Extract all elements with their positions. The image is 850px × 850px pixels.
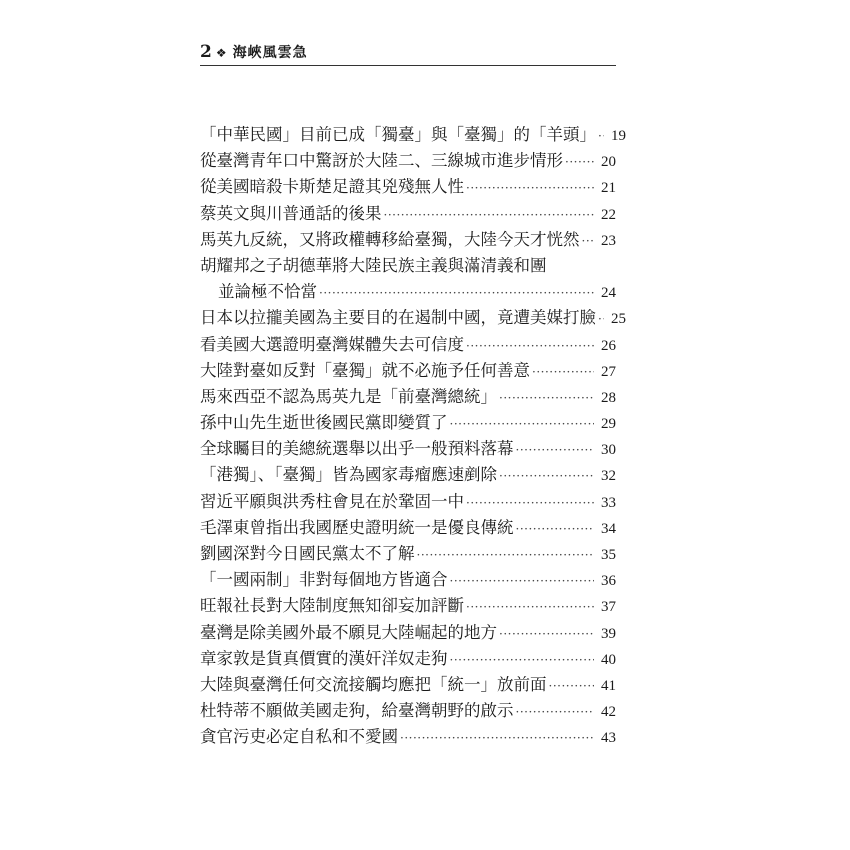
toc-entry <box>200 645 616 671</box>
toc-entry-page: 24 <box>601 285 616 302</box>
toc-entry-title: 胡耀邦之子胡德華將大陸民族主義與滿清義和團 <box>200 255 547 275</box>
running-header <box>200 40 616 66</box>
toc-entry <box>200 304 626 330</box>
toc-entry <box>200 671 616 697</box>
toc-entry-page: 32 <box>601 468 616 485</box>
book-title: 海峽風雲急 <box>232 45 308 61</box>
dot-leader <box>450 653 595 667</box>
toc-entry-title: 「中華民國」目前已成「獨臺」與「臺獨」的「羊頭」 <box>200 125 596 144</box>
toc-entry-page: 30 <box>601 442 616 459</box>
dot-leader <box>450 417 595 431</box>
toc-entry-title: 習近平願與洪秀柱會見在於鞏固一中 <box>200 491 464 511</box>
toc-entry-title: 從美國暗殺卡斯楚足證其兇殘無人性 <box>200 177 464 197</box>
toc-entry-page: 35 <box>601 547 616 563</box>
toc-entry-page: 28 <box>601 389 616 406</box>
dot-leader <box>532 365 594 379</box>
toc-entry <box>200 409 616 435</box>
toc-entry <box>200 226 616 252</box>
toc-entry-page: 36 <box>601 573 616 590</box>
toc-entry-page: 33 <box>601 494 616 511</box>
toc-entry-title: 日本以拉攏美國為主要目的在遏制中國，竟遭美媒打臉 <box>200 308 596 328</box>
toc-entry <box>200 278 616 304</box>
toc-entry <box>200 619 616 645</box>
toc-entry <box>200 147 616 173</box>
toc-entry <box>200 435 616 461</box>
dot-leader <box>598 129 604 143</box>
toc-entry-title: 毛澤東曾指出我國歷史證明統一是優良傳統 <box>200 517 514 537</box>
toc-entry-page: 19 <box>611 128 626 144</box>
dot-leader <box>384 208 595 222</box>
dot-leader <box>549 679 595 693</box>
toc-entry-page: 26 <box>601 337 616 354</box>
toc-entry <box>200 461 616 487</box>
toc-entry-title: 馬英九反統，又將政權轉移給臺獨，大陸今天才恍然 <box>200 229 580 249</box>
toc-entry-title: 馬來西亞不認為馬英九是「前臺灣總統」 <box>200 386 497 406</box>
dot-leader <box>516 522 595 536</box>
toc-entry-page: 20 <box>601 154 616 171</box>
dot-leader <box>499 627 594 641</box>
toc-entry-title: 章家敦是貨真價實的漢奸洋奴走狗 <box>200 648 448 668</box>
toc-entry-title: 看美國大選證明臺灣媒體失去可信度 <box>200 334 464 354</box>
toc-entry <box>200 121 626 147</box>
toc-entry <box>200 514 616 540</box>
dot-leader <box>565 155 594 169</box>
toc-entry <box>200 592 616 618</box>
dot-leader <box>466 339 594 353</box>
toc-entry-title: 臺灣是除美國外最不願見大陸崛起的地方 <box>200 622 497 642</box>
toc-entry <box>200 540 616 566</box>
toc-entry-page: 22 <box>601 206 616 223</box>
toc-entry-title: 蔡英文與川普通話的後果 <box>200 203 382 223</box>
toc-entry <box>200 173 616 199</box>
toc-entry-title: 「一國兩制」非對每個地方皆適合 <box>200 570 448 590</box>
toc-entry <box>200 200 616 226</box>
dot-leader <box>582 234 595 248</box>
dot-leader <box>400 731 594 745</box>
toc-entry-page: 43 <box>601 730 616 747</box>
toc-entry-page: 34 <box>601 520 616 537</box>
toc-entry-title: 劉國深對今日國民黨太不了解 <box>200 544 415 563</box>
dot-leader <box>516 443 595 457</box>
dot-leader <box>499 469 594 483</box>
toc-entry <box>200 383 616 409</box>
dot-leader <box>450 574 595 588</box>
dot-leader <box>417 548 595 562</box>
toc-entry-title: 孫中山先生逝世後國民黨即變質了 <box>200 413 448 433</box>
toc-entry <box>200 488 616 514</box>
dot-leader <box>598 312 604 326</box>
toc-entry-page: 37 <box>601 599 616 616</box>
toc-entry-title: 全球矚目的美總統選舉以出乎一般預料落幕 <box>200 439 514 459</box>
dot-leader <box>516 705 595 719</box>
dot-leader <box>466 181 594 195</box>
toc-entry-page: 29 <box>601 416 616 433</box>
dot-leader <box>499 391 594 405</box>
dot-leader <box>319 286 594 300</box>
toc-entry-page: 23 <box>601 232 616 249</box>
toc-entry-title: 大陸與臺灣任何交流接觸均應把「統一」放前面 <box>200 674 547 694</box>
toc-entry-title: 旺報社長對大陸制度無知卻妄加評斷 <box>200 596 464 616</box>
toc-entry-title: 杜特蒂不願做美國走狗，給臺灣朝野的啟示 <box>200 701 514 721</box>
toc-entry <box>200 566 616 592</box>
toc-entry <box>200 331 616 357</box>
toc-entry <box>200 357 616 383</box>
dot-leader <box>466 496 594 510</box>
page-number: 2 <box>200 42 212 62</box>
toc-entry-title: 並論極不恰當 <box>218 282 317 302</box>
toc-entry <box>200 723 616 749</box>
toc-entry-page: 21 <box>601 180 616 197</box>
dot-leader <box>466 600 594 614</box>
toc-entry-title: 大陸對臺如反對「臺獨」就不必施予任何善意 <box>200 360 530 380</box>
toc-entry-title: 「港獨」、「臺獨」皆為國家毒瘤應速剷除 <box>200 465 497 485</box>
toc-entry-page: 25 <box>611 311 626 328</box>
toc-entry-title: 貪官污吏必定自私和不愛國 <box>200 727 398 747</box>
toc-entry <box>200 697 616 723</box>
toc-entry-page: 41 <box>601 677 616 694</box>
four-diamond-icon: ❖ <box>215 46 227 60</box>
toc-entry <box>200 252 616 278</box>
toc-entry-page: 39 <box>601 625 616 642</box>
toc-entry-page: 27 <box>601 363 616 380</box>
toc-entry-page: 40 <box>601 651 616 668</box>
table-of-contents <box>200 121 626 750</box>
toc-entry-title: 從臺灣青年口中驚訝於大陸二、三線城市進步情形 <box>200 151 563 171</box>
toc-entry-page: 42 <box>601 704 616 721</box>
